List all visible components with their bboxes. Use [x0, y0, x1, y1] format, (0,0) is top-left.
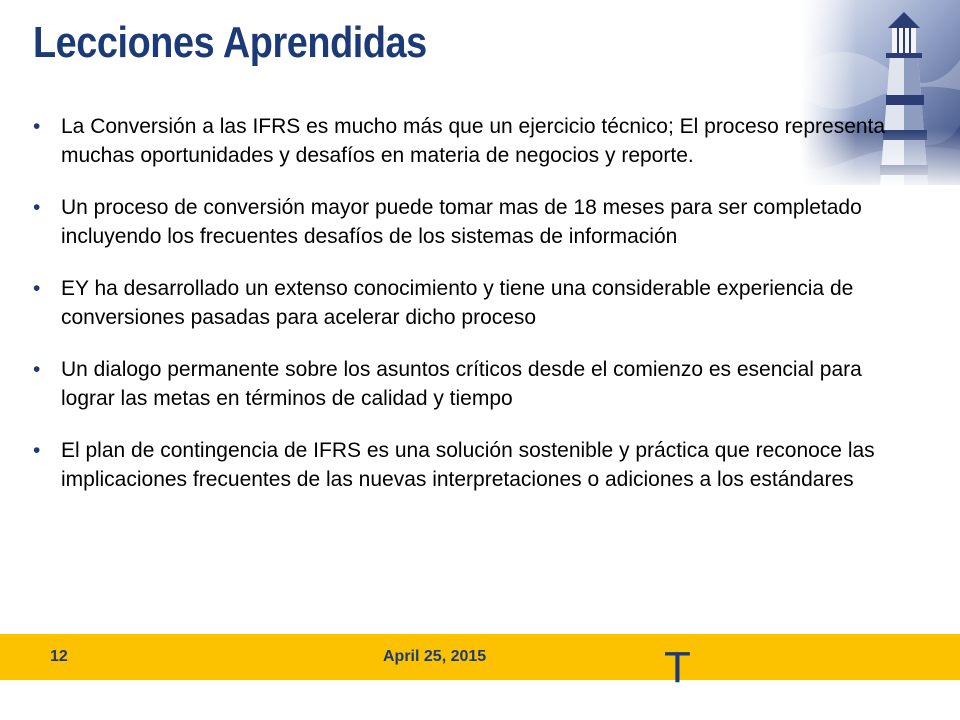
list-item [33, 274, 913, 332]
list-item [33, 112, 913, 170]
bullet-icon: • [33, 277, 41, 300]
page-number: 12 [50, 648, 68, 665]
bullet-text: El plan de contingencia de IFRS es una solución sostenible y práctica que reconoce las implicaciones frecuentes de las nuevas interpretaciones o adiciones a los estándares [61, 439, 875, 491]
footer-date: April 25, 2015 [383, 648, 487, 665]
footer-bar [0, 634, 960, 692]
bullet-text: Un proceso de conversión mayor puede tomar mas de 18 meses para ser completado incluyendo los frecuentes desafíos de los sistemas de información [61, 196, 862, 248]
bullet-icon: • [33, 115, 41, 138]
bullet-text: La Conversión a las IFRS es mucho más que un ejercicio técnico; El proceso representa muchas oportunidades y desafíos en materia de negocios y reporte. [61, 115, 886, 167]
bullet-icon: • [33, 439, 41, 462]
list-item [33, 436, 913, 494]
bullet-text: EY ha desarrollado un extenso conocimiento y tiene una considerable experiencia de conversiones pasadas para acelerar dicho proceso [61, 277, 854, 329]
brand-mark: T [664, 643, 691, 692]
bullet-icon: • [33, 358, 41, 381]
bullet-list [33, 112, 913, 517]
list-item [33, 193, 913, 251]
bullet-text: Un dialogo permanente sobre los asuntos críticos desde el comienzo es esencial para lograr las metas en términos de calidad y tiempo [61, 358, 862, 410]
bullet-icon: • [33, 196, 41, 219]
list-item [33, 355, 913, 413]
slide-title: Lecciones Aprendidas [33, 18, 427, 67]
